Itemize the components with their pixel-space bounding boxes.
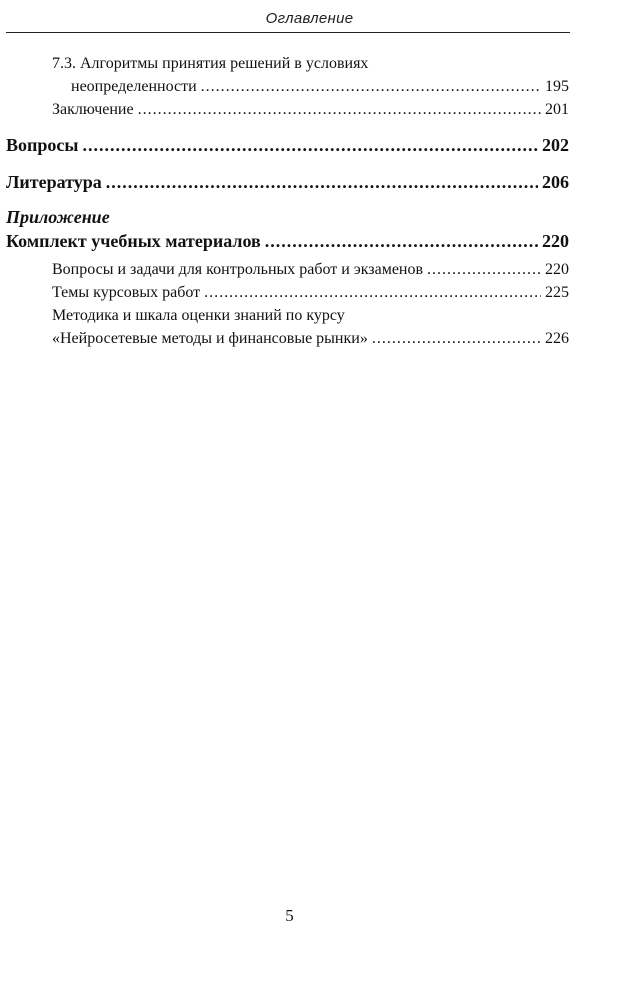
toc-leader-dots — [106, 171, 538, 193]
toc-entry-page: 220 — [545, 261, 569, 278]
toc-leader-dots — [138, 100, 541, 120]
toc-entry-literature[interactable] — [6, 171, 569, 193]
toc-entry-7-3[interactable] — [71, 77, 569, 97]
toc-entry-conclusion[interactable] — [52, 100, 569, 120]
toc-entry-page: 201 — [545, 101, 569, 118]
toc-entry-methodology[interactable] — [52, 329, 569, 349]
toc-entry-label: Литература — [6, 172, 102, 192]
toc-entry-7-3-line1: 7.3. Алгоритмы принятия решений в условиях — [52, 55, 369, 72]
toc-entry-page: 220 — [542, 231, 569, 251]
toc-entry-page: 206 — [542, 172, 569, 192]
toc-entry-course-topics[interactable] — [52, 283, 569, 303]
toc-leader-dots — [427, 260, 541, 280]
toc-entry-label: Комплект учебных материалов — [6, 231, 261, 251]
toc-entry-exam-questions[interactable] — [52, 260, 569, 280]
toc-entry-label: Темы курсовых работ — [52, 284, 201, 301]
toc-leader-dots — [201, 77, 541, 97]
toc-entry-page: 225 — [545, 284, 569, 301]
toc-entry-methodology-line1: Методика и шкала оценки знаний по курсу — [52, 307, 345, 324]
toc-entry-questions[interactable] — [6, 134, 569, 156]
toc-entry-label: Вопросы и задачи для контрольных работ и экзаменов — [52, 261, 424, 278]
page-number: 5 — [285, 906, 294, 925]
toc-leader-dots — [372, 329, 541, 349]
toc-appendix-label: Приложение — [6, 207, 110, 227]
header-rule — [6, 32, 570, 33]
toc-leader-dots — [265, 230, 538, 252]
toc-entry-appendix-title[interactable] — [6, 230, 569, 252]
toc-leader-dots — [204, 283, 541, 303]
toc-entry-page: 202 — [542, 135, 569, 155]
toc-entry-label: «Нейросетевые методы и финансовые рынки» — [52, 330, 368, 347]
toc-entry-label: Вопросы — [6, 135, 79, 155]
toc-entry-label: неопределенности — [71, 78, 197, 95]
toc-entry-label: Заключение — [52, 101, 134, 118]
toc-entry-page: 195 — [545, 78, 569, 95]
toc-entry-page: 226 — [545, 330, 569, 347]
toc-leader-dots — [82, 134, 538, 156]
running-title: Оглавление — [265, 10, 354, 27]
